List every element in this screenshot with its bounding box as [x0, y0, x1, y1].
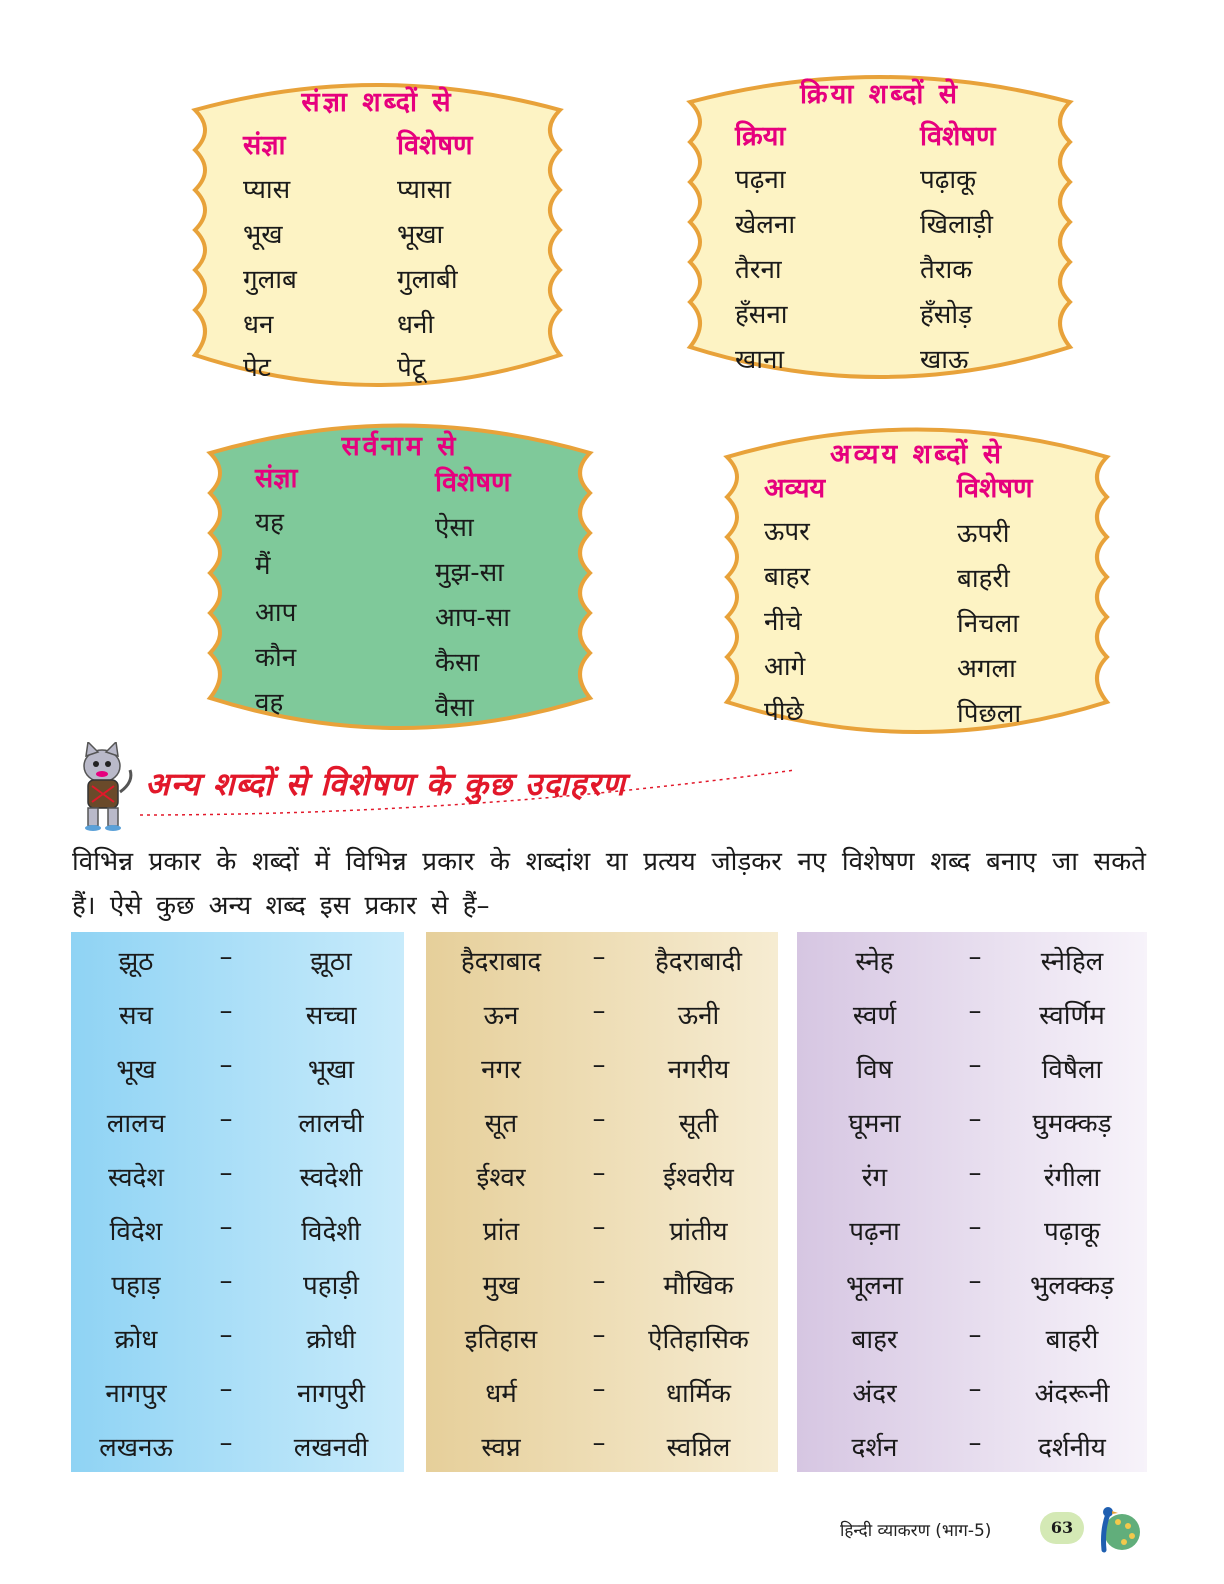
- word-adjective: सूती: [678, 1109, 719, 1139]
- word-adjective: हैदराबादी: [654, 947, 743, 977]
- word-adjective: विषैला: [1041, 1055, 1103, 1085]
- word-adjective: स्नेहिल: [1040, 947, 1104, 977]
- word-base: झूठ: [118, 947, 154, 977]
- scroll-noun-col2: विशेषण: [397, 130, 473, 161]
- table-row: [426, 1094, 778, 1148]
- table-row: [426, 1418, 778, 1472]
- word-adjective: अंदरूनी: [1034, 1379, 1110, 1409]
- dash: –: [968, 1320, 982, 1350]
- list-item: पढ़ना: [735, 165, 786, 195]
- table-row: [426, 1310, 778, 1364]
- word-adjective: स्वदेशी: [299, 1163, 363, 1193]
- word-adjective: भूखा: [307, 1055, 355, 1085]
- word-base: लालच: [106, 1109, 166, 1139]
- scroll-verb-col1: क्रिया: [735, 121, 786, 152]
- word-base: स्वदेश: [107, 1163, 165, 1193]
- list-item: यह: [255, 508, 284, 538]
- cat-mascot-icon: [72, 742, 142, 832]
- table-row: [426, 1256, 778, 1310]
- table-row: [797, 1040, 1147, 1094]
- intro-paragraph: विभिन्न प्रकार के शब्दों में विभिन्न प्रकार के शब्दांश या प्रत्यय जोड़कर नए विशेषण शब्द बनाए जा सकते हैं। ऐसे कुछ अन्य शब्द इस प्रकार से हैं–: [72, 847, 1146, 921]
- dash: –: [592, 1050, 606, 1080]
- list-item: कौन: [255, 643, 297, 673]
- list-item: खिलाड़ी: [920, 210, 994, 240]
- table-row: [797, 986, 1147, 1040]
- list-item: निचला: [957, 609, 1020, 639]
- table-row: [71, 1310, 404, 1364]
- table-row: [71, 1094, 404, 1148]
- scroll-noun-col1: संज्ञा: [243, 130, 286, 161]
- word-adjective: क्रोधी: [306, 1325, 356, 1355]
- table-row: [797, 1418, 1147, 1472]
- word-base: स्वर्ण: [852, 1001, 897, 1031]
- table-row: [797, 1256, 1147, 1310]
- dash: –: [219, 996, 233, 1026]
- list-item: कैसा: [435, 648, 480, 678]
- table-row: [797, 1364, 1147, 1418]
- word-base: ऊन: [483, 1001, 519, 1031]
- list-item: तैरना: [735, 255, 782, 285]
- table-row: [71, 1148, 404, 1202]
- word-adjective: झूठा: [310, 947, 352, 977]
- list-item: भूखा: [397, 220, 444, 250]
- table-row: [71, 1202, 404, 1256]
- dash: –: [219, 1266, 233, 1296]
- word-adjective: ऊनी: [677, 1001, 720, 1031]
- table-row: [426, 1148, 778, 1202]
- scroll-verb: [675, 62, 1085, 392]
- dash: –: [219, 1104, 233, 1134]
- word-base: बाहर: [851, 1325, 898, 1355]
- dash: –: [592, 1104, 606, 1134]
- scroll-pronoun: [195, 408, 605, 743]
- word-adjective: ऐतिहासिक: [648, 1325, 749, 1355]
- scroll-indeclinable-col2: विशेषण: [957, 473, 1033, 504]
- dash: –: [219, 1158, 233, 1188]
- word-adjective: सच्चा: [305, 1001, 357, 1031]
- scroll-pronoun-title: सर्वनाम से: [341, 431, 459, 462]
- dash: –: [968, 1212, 982, 1242]
- list-item: मैं: [255, 551, 271, 581]
- list-item: वैसा: [435, 693, 474, 723]
- scroll-indeclinable-col1: अव्यय: [764, 473, 826, 504]
- word-adjective: प्रांतीय: [669, 1217, 728, 1247]
- list-item: मुझ-सा: [435, 558, 504, 588]
- word-base: ईश्वर: [476, 1163, 526, 1193]
- list-item: बाहरी: [957, 564, 1010, 594]
- scroll-pronoun-col1: संज्ञा: [255, 463, 298, 494]
- dash: –: [968, 996, 982, 1026]
- word-base: घूमना: [848, 1109, 901, 1139]
- word-base: भूलना: [845, 1271, 904, 1301]
- scroll-verb-title: क्रिया शब्दों से: [799, 79, 961, 110]
- word-base: सूत: [484, 1109, 518, 1139]
- dash: –: [592, 942, 606, 972]
- dash: –: [219, 942, 233, 972]
- dash: –: [592, 1320, 606, 1350]
- dash: –: [219, 1320, 233, 1350]
- table-row: [797, 1310, 1147, 1364]
- list-item: पेट: [243, 353, 271, 383]
- section-heading: अन्य शब्दों से विशेषण के कुछ उदाहरण: [145, 765, 626, 803]
- word-base: अंदर: [852, 1379, 897, 1409]
- scroll-pronoun-col2: विशेषण: [435, 467, 511, 498]
- dash: –: [219, 1050, 233, 1080]
- list-item: हँसोड़: [920, 300, 973, 330]
- list-item: हँसना: [735, 300, 788, 330]
- table-row: [71, 1364, 404, 1418]
- word-base: प्रांत: [482, 1217, 520, 1247]
- scroll-indeclinable-title: अव्यय शब्दों से: [830, 439, 1004, 470]
- table-row: [426, 1202, 778, 1256]
- word-panel-tan: [426, 932, 778, 1472]
- word-base: स्नेह: [855, 947, 894, 977]
- table-row: [797, 1094, 1147, 1148]
- footer-book-title: हिन्दी व्याकरण (भाग-5): [840, 1521, 992, 1541]
- word-base: नागपुर: [105, 1379, 167, 1409]
- dash: –: [968, 1158, 982, 1188]
- list-item: पीछे: [764, 697, 804, 727]
- word-adjective: विदेशी: [301, 1217, 361, 1247]
- list-item: पेटू: [397, 353, 425, 383]
- table-row: [426, 932, 778, 986]
- list-item: तैराक: [920, 255, 973, 285]
- dash: –: [968, 1050, 982, 1080]
- list-item: प्यासा: [397, 175, 451, 205]
- word-adjective: पहाड़ी: [303, 1271, 359, 1301]
- dash: –: [592, 1374, 606, 1404]
- word-adjective: भुलक्कड़: [1030, 1271, 1114, 1301]
- word-adjective: स्वर्णिम: [1039, 1001, 1105, 1031]
- list-item: वह: [255, 688, 284, 718]
- dash: –: [592, 1158, 606, 1188]
- list-item: ऐसा: [435, 513, 474, 543]
- list-item: ऊपरी: [957, 519, 1010, 549]
- list-item: नीचे: [764, 607, 802, 637]
- word-base: रंग: [861, 1163, 888, 1193]
- scroll-verb-col2: विशेषण: [920, 121, 996, 152]
- list-item: पिछला: [957, 699, 1022, 729]
- dash: –: [968, 1104, 982, 1134]
- table-row: [71, 1418, 404, 1472]
- dash: –: [968, 942, 982, 972]
- word-adjective: दर्शनीय: [1038, 1433, 1106, 1463]
- list-item: बाहर: [764, 562, 811, 592]
- word-base: हैदराबाद: [460, 947, 542, 977]
- word-base: मुख: [482, 1271, 520, 1301]
- list-item: खाऊ: [920, 345, 969, 375]
- word-adjective: स्वप्निल: [666, 1433, 731, 1463]
- word-base: भूख: [116, 1055, 156, 1085]
- table-row: [71, 1040, 404, 1094]
- table-row: [797, 932, 1147, 986]
- word-base: दर्शन: [851, 1433, 898, 1463]
- word-adjective: बाहरी: [1045, 1325, 1099, 1355]
- word-adjective: धार्मिक: [666, 1379, 731, 1409]
- word-adjective: नागपुरी: [297, 1379, 365, 1409]
- list-item: धनी: [397, 310, 435, 340]
- scroll-indeclinable: [712, 412, 1122, 747]
- word-base: लखनऊ: [99, 1433, 173, 1463]
- table-row: [71, 986, 404, 1040]
- dash: –: [592, 1428, 606, 1458]
- word-base: क्रोध: [114, 1325, 158, 1355]
- dash: –: [968, 1428, 982, 1458]
- word-base: स्वप्न: [481, 1433, 521, 1463]
- list-item: गुलाब: [243, 265, 297, 295]
- list-item: खाना: [735, 345, 785, 375]
- peacock-icon: [1088, 1500, 1144, 1556]
- word-panel-blue: [71, 932, 404, 1472]
- scroll-noun-background: [175, 70, 580, 400]
- table-row: [426, 986, 778, 1040]
- dash: –: [968, 1266, 982, 1296]
- table-row: [797, 1202, 1147, 1256]
- word-base: धर्म: [485, 1379, 517, 1409]
- word-adjective: रंगीला: [1043, 1163, 1101, 1193]
- table-row: [71, 1256, 404, 1310]
- word-adjective: मौखिक: [663, 1271, 734, 1301]
- scroll-noun-title: संज्ञा शब्दों से: [301, 87, 454, 118]
- list-item: खेलना: [735, 210, 796, 240]
- page-number: 63: [1040, 1512, 1084, 1544]
- table-row: [71, 932, 404, 986]
- word-adjective: नगरीय: [667, 1055, 730, 1085]
- scroll-noun: [175, 70, 580, 400]
- list-item: गुलाबी: [397, 265, 458, 295]
- table-row: [426, 1364, 778, 1418]
- list-item: आप: [255, 598, 297, 628]
- dash: –: [219, 1428, 233, 1458]
- table-row: [797, 1148, 1147, 1202]
- word-adjective: पढ़ाकू: [1043, 1217, 1101, 1247]
- list-item: अगला: [957, 654, 1016, 684]
- word-base: विदेश: [109, 1217, 163, 1247]
- dash: –: [968, 1374, 982, 1404]
- word-base: इतिहास: [464, 1325, 538, 1355]
- list-item: धन: [243, 310, 274, 340]
- heading-underline: [140, 765, 800, 825]
- word-adjective: लालची: [298, 1109, 364, 1139]
- list-item: आगे: [764, 652, 806, 682]
- word-adjective: लखनवी: [293, 1433, 369, 1463]
- word-base: नगर: [481, 1055, 521, 1085]
- dash: –: [219, 1374, 233, 1404]
- table-row: [426, 1040, 778, 1094]
- word-base: पहाड़: [111, 1271, 161, 1301]
- list-item: प्यास: [243, 175, 291, 205]
- word-base: सच: [118, 1001, 154, 1031]
- word-adjective: घुमक्कड़: [1032, 1109, 1112, 1139]
- dash: –: [592, 1212, 606, 1242]
- word-panel-purple: [797, 932, 1147, 1472]
- word-base: पढ़ना: [849, 1217, 900, 1247]
- list-item: भूख: [243, 220, 283, 250]
- list-item: ऊपर: [764, 517, 810, 547]
- dash: –: [592, 996, 606, 1026]
- dash: –: [592, 1266, 606, 1296]
- list-item: पढ़ाकू: [920, 165, 977, 195]
- word-base: विष: [856, 1055, 893, 1085]
- list-item: आप-सा: [435, 603, 511, 633]
- word-adjective: ईश्वरीय: [663, 1163, 734, 1193]
- dash: –: [219, 1212, 233, 1242]
